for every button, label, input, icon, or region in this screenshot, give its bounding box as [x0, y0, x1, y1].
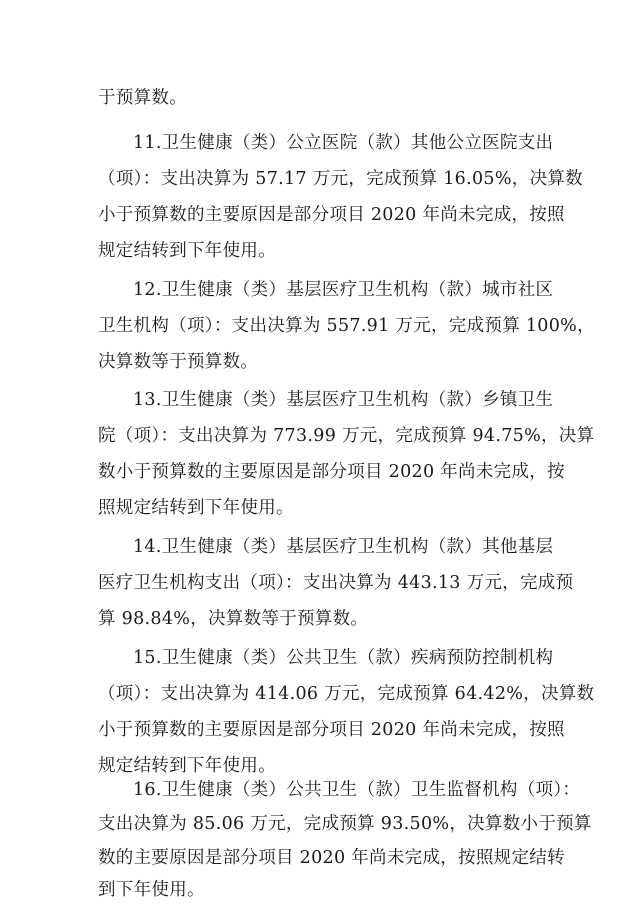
- text-line: （项）：支出决算为 414.06 万元，完成预算 64.42%，决算数: [98, 684, 595, 704]
- text-line: 院（项）：支出决算为 773.99 万元，完成预算 94.75%，决算: [98, 426, 595, 446]
- text-line: 小于预算数的主要原因是部分项目 2020 年尚未完成，按照: [98, 205, 565, 225]
- paragraph-16-heading: 16.卫生健康（类）公共卫生（款）卫生监督机构（项）：: [133, 780, 581, 800]
- text-line: 决算数等于预算数。: [98, 352, 259, 372]
- paragraph-11-heading: 11.卫生健康（类）公立医院（款）其他公立医院支出: [133, 133, 554, 153]
- paragraph-13-heading: 13.卫生健康（类）基层医疗卫生机构（款）乡镇卫生: [133, 390, 554, 410]
- paragraph-15-heading: 15.卫生健康（类）公共卫生（款）疾病预防控制机构: [133, 648, 554, 668]
- text-line: 照规定结转到下年使用。: [98, 498, 294, 518]
- paragraph-12-heading: 12.卫生健康（类）基层医疗卫生机构（款）城市社区: [133, 280, 554, 300]
- text-line: 数小于预算数的主要原因是部分项目 2020 年尚未完成，按: [98, 462, 565, 482]
- text-line: 医疗卫生机构支出（项）：支出决算为 443.13 万元，完成预: [98, 573, 574, 593]
- text-line: 于预算数。: [98, 88, 187, 108]
- text-line: 数的主要原因是部分项目 2020 年尚未完成，按照规定结转: [98, 848, 565, 868]
- text-line: 算 98.84%，决算数等于预算数。: [98, 609, 369, 629]
- text-line: （项）：支出决算为 57.17 万元，完成预算 16.05%，决算数: [98, 169, 583, 189]
- text-line: 规定结转到下年使用。: [98, 241, 276, 261]
- text-line: 卫生机构（项）：支出决算为 557.91 万元，完成预算 100%，: [98, 316, 595, 336]
- text-line: 规定结转到下年使用。: [98, 756, 276, 776]
- text-line: 小于预算数的主要原因是部分项目 2020 年尚未完成，按照: [98, 720, 565, 740]
- text-line: 到下年使用。: [98, 880, 205, 900]
- text-line: 支出决算为 85.06 万元，完成预算 93.50%，决算数小于预算: [98, 814, 592, 834]
- paragraph-14-heading: 14.卫生健康（类）基层医疗卫生机构（款）其他基层: [133, 537, 554, 557]
